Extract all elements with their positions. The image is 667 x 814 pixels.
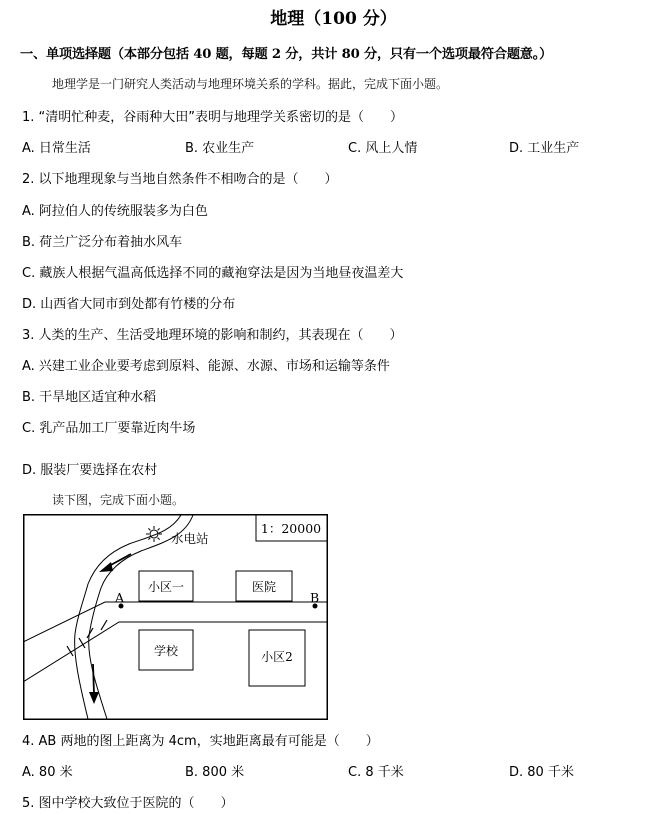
question-2-option-b[interactable]: B. 荷兰广泛分布着抽水风车 xyxy=(22,235,183,250)
question-3-option-c[interactable]: C. 乳产品加工厂要靠近肉牛场 xyxy=(22,421,196,436)
question-3-stem: 3. 人类的生产、生活受地理环境的影响和制约，其表现在（ ） xyxy=(22,328,403,343)
hospital-label: 医院 xyxy=(251,580,277,594)
flow-arrow-lower xyxy=(93,664,94,694)
point-b-label: B xyxy=(310,590,320,605)
question-3-option-d[interactable]: D. 服装厂要选择在农村 xyxy=(22,463,158,478)
flow-arrow-lower-head xyxy=(89,692,99,704)
school-label: 学校 xyxy=(153,644,179,658)
scale-label: 1：20000 xyxy=(260,521,322,536)
question-4-stem: 4. AB 两地的图上距离为 4cm，实地距离最有可能是（ ） xyxy=(22,734,379,749)
flow-arrow-upper-head xyxy=(99,562,113,572)
hydro-station-icon xyxy=(146,526,162,542)
question-1-option-c[interactable]: C. 风上人情 xyxy=(348,141,418,156)
intro-text-2: 读下图，完成下面小题。 xyxy=(52,493,185,507)
question-1-option-b[interactable]: B. 农业生产 xyxy=(185,141,255,156)
point-a-label: A xyxy=(115,590,125,605)
section-heading: 一、单项选择题（本部分包括 40 题，每题 2 分，共计 80 分，只有一个选项最符合题意。） xyxy=(20,47,553,62)
question-4-option-b[interactable]: B. 800 米 xyxy=(185,765,245,780)
block2-label: 小区2 xyxy=(261,650,293,664)
hydro-station-label: 水电站 xyxy=(171,531,209,546)
question-1-option-a[interactable]: A. 日常生活 xyxy=(22,141,91,156)
question-1-stem: 1. “清明忙种麦，谷雨种大田”表明与地理学关系密切的是（ ） xyxy=(22,110,404,125)
question-4-option-c[interactable]: C. 8 千米 xyxy=(348,765,404,780)
question-2-option-c[interactable]: C. 藏族人根据气温高低选择不同的藏袍穿法是因为当地昼夜温差大 xyxy=(22,266,404,281)
flow-arrow-upper xyxy=(109,554,131,566)
intro-text-1: 地理学是一门研究人类活动与地理环境关系的学科。据此，完成下面小题。 xyxy=(52,77,449,91)
question-4-option-a[interactable]: A. 80 米 xyxy=(22,765,73,780)
river-bank-left xyxy=(75,515,181,719)
page-title: 地理（100 分） xyxy=(270,9,397,29)
question-2-option-d[interactable]: D. 山西省大同市到处都有竹楼的分布 xyxy=(22,297,236,312)
question-5-stem: 5. 图中学校大致位于医院的（ ） xyxy=(22,796,234,811)
question-4-option-d[interactable]: D. 80 千米 xyxy=(509,765,574,780)
map-figure xyxy=(23,514,328,720)
question-1-option-d[interactable]: D. 工业生产 xyxy=(509,141,580,156)
question-3-option-b[interactable]: B. 干旱地区适宜种水稻 xyxy=(22,390,157,405)
question-2-stem: 2. 以下地理现象与当地自然条件不相吻合的是（ ） xyxy=(22,172,338,187)
question-2-option-a[interactable]: A. 阿拉伯人的传统服装多为白色 xyxy=(22,204,208,219)
block1-label: 小区一 xyxy=(147,580,185,594)
question-3-option-a[interactable]: A. 兴建工业企业要考虑到原料、能源、水源、市场和运输等条件 xyxy=(22,359,390,374)
